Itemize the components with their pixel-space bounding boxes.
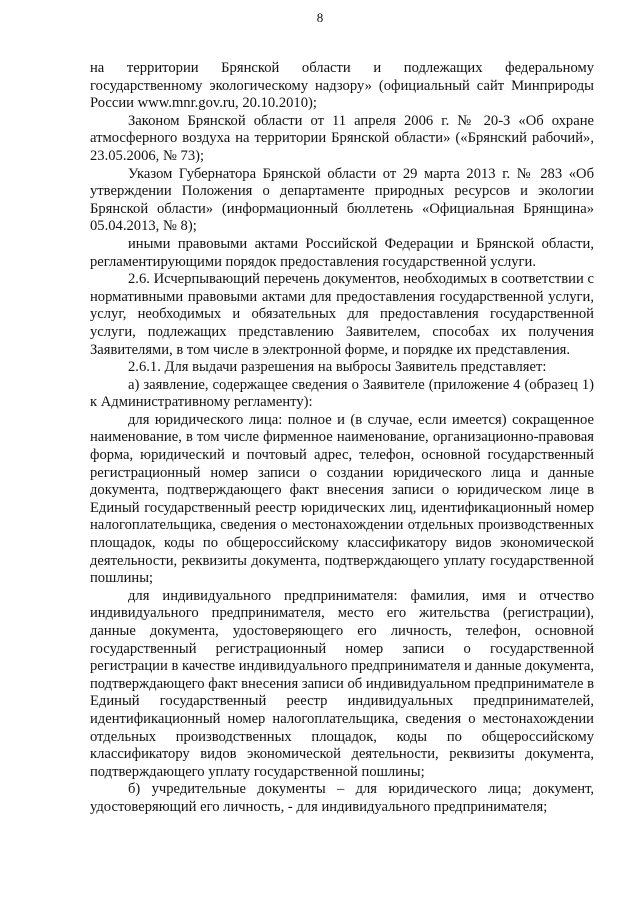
paragraph-legal-entity: для юридического лица: полное и (в случае, если имеется) сокращенное наименование, в том числе фирменное наименование, организационно-правовая форма, юридический и почтовый адрес, телефон, основной государственный регистрационный номер записи о создании юридического лица и данные документа, подтверждающего факт внесения записи о юридическом лице в Единый государственный реестр юридических лиц, идентификационный номер налогоплательщика, сведения о местонахождении отдельных производственных площадок, коды по общероссийскому классификатору видов экономической деятельности, реквизиты документа, подтверждающего уплату государственной пошлины; (90, 411, 594, 587)
paragraph-governor-decree: Указом Губернатора Брянской области от 29 марта 2013 г. № 283 «Об утверждении Положения о департаменте природных ресурсов и экологии Брянской области» (информационный бюллетень «Официальная Брянщина» 05.04.2013, № 8); (90, 165, 594, 235)
paragraph-regional-law: Законом Брянской области от 11 апреля 2006 г. № 20-З «Об охране атмосферного воздуха на территории Брянской области» («Брянский рабочий», 23.05.2006, № 73); (90, 112, 594, 164)
page-number: 8 (316, 10, 324, 25)
paragraph-item-b-documents: б) учредительные документы – для юридического лица; документ, удостоверяющий его личность, - для индивидуального предпринимателя; (90, 781, 594, 815)
paragraph-section-2-6: 2.6. Исчерпывающий перечень документов, необходимых в соответствии с нормативными правовыми актами для предоставления государственной услуги, услуг, необходимых и обязательных для предоставления государственной услуги, подлежащих представлению Заявителем, способах их получения Заявителями, в том числе в электронной форме, и порядке их представления. (90, 271, 594, 358)
paragraph-item-a-application: а) заявление, содержащее сведения о Заявителе (приложение 4 (образец 1) к Административному регламенту): (90, 376, 594, 411)
paragraph-continuation-source: на территории Брянской области и подлежащих федеральному государственному экологическому надзору» (официальный сайт Минприроды России www.mnr.gov.ru, 20.10.2010); (90, 60, 594, 112)
paragraph-individual-entrepreneur: для индивидуального предпринимателя: фамилия, имя и отчество индивидуального предпринимателя, место его жительства (регистрации), данные документа, удостоверяющего его личность, телефон, основной государственный регистрационный номер записи о государственной регистрации в качестве индивидуального предпринимателя и данные документа, подтверждающего факт внесения записи об индивидуальном предпринимателе в Единый государственный реестр индивидуальных предпринимателей, идентификационный номер налогоплательщика, сведения о местонахождении отдельных производственных площадок, коды по общероссийскому классификатору видов экономической деятельности, реквизиты документа, подтверждающего уплату государственной пошлины; (90, 587, 594, 780)
paragraph-other-acts: иными правовыми актами Российской Федерации и Брянской области, регламентирующими порядок предоставления государственной услуги. (90, 235, 594, 270)
document-body (90, 60, 594, 817)
paragraph-section-2-6-1: 2.6.1. Для выдачи разрешения на выбросы Заявитель представляет: (128, 359, 547, 376)
